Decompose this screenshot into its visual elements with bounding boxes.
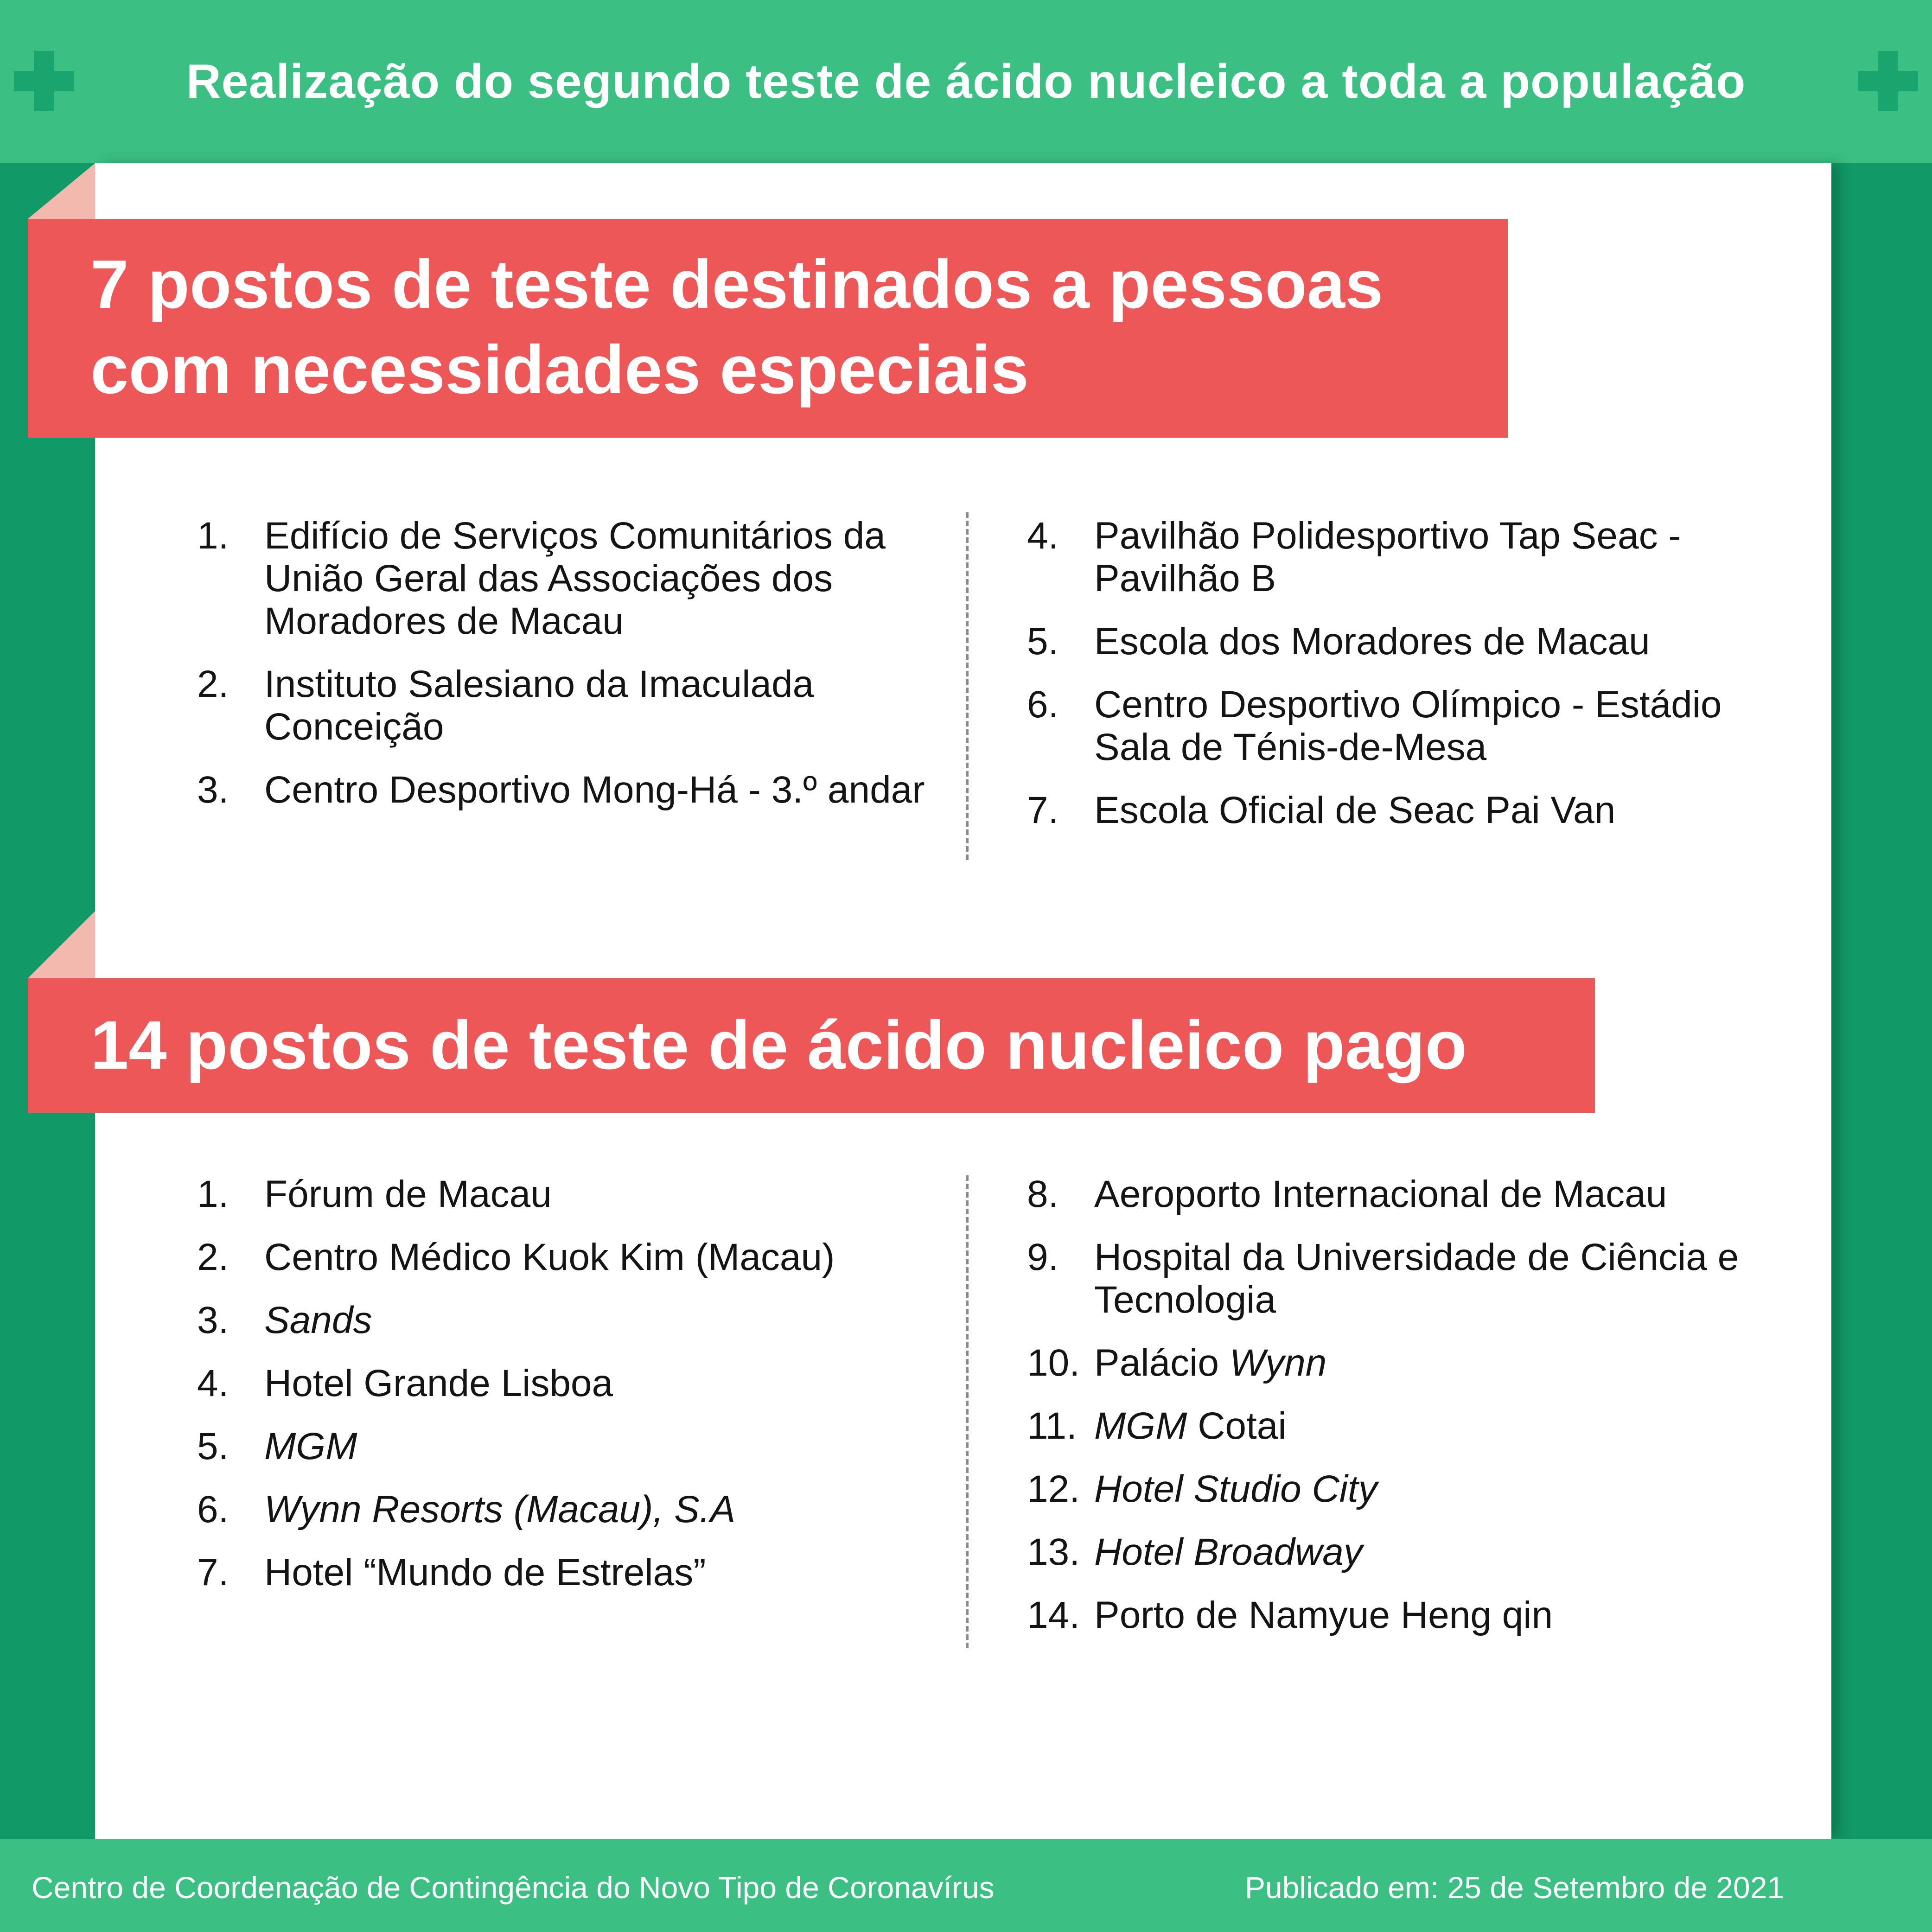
list-item — [197, 1551, 957, 1594]
item-text: Hospital da Universidade de Ciência e Tecnologia — [1094, 1236, 1739, 1321]
footer-organization: Centro de Coordenação de Contingência do Novo Tipo de Coronavírus — [32, 1870, 995, 1905]
item-text: Fórum de Macau — [264, 1173, 552, 1215]
item-number: 3. — [197, 1299, 229, 1341]
list-item — [1027, 515, 1787, 600]
column-divider — [966, 1175, 969, 1648]
list-item — [1027, 683, 1787, 769]
item-text: Hotel Broadway — [1094, 1531, 1363, 1573]
item-number: 6. — [1027, 683, 1059, 726]
list-item — [197, 1299, 957, 1342]
list-item — [1027, 1531, 1834, 1574]
item-text: Centro Desportivo Mong-Há - 3.º andar — [264, 769, 925, 811]
section-banner-special-needs — [28, 219, 1508, 438]
item-text-part: Palácio — [1094, 1342, 1230, 1384]
list-item — [1027, 1405, 1834, 1447]
list-item — [1027, 620, 1787, 663]
item-text — [1027, 1342, 1834, 1384]
item-text: Wynn Resorts (Macau), S.A — [264, 1488, 736, 1530]
item-text: Pavilhão Polidesportivo Tap Seac - Pavilhão B — [1094, 515, 1681, 599]
item-number: 6. — [197, 1488, 229, 1530]
list-item — [197, 1236, 957, 1279]
list-item — [1027, 1236, 1834, 1321]
list-item — [197, 1173, 957, 1216]
item-text-part: Cotai — [1187, 1405, 1287, 1447]
folded-corner — [28, 911, 95, 978]
item-number: 13. — [1027, 1531, 1080, 1573]
list-item — [1027, 1468, 1834, 1511]
item-text: Porto de Namyue Heng qin — [1094, 1594, 1553, 1636]
page-title: Realização do segundo teste de ácido nucleico a toda a população — [186, 55, 1746, 108]
item-text: Hotel Grande Lisboa — [264, 1362, 613, 1404]
item-number: 2. — [197, 1236, 229, 1278]
special-needs-list-left — [197, 515, 957, 832]
paid-test-list-right — [1027, 1173, 1834, 1657]
item-number: 11. — [1027, 1405, 1077, 1447]
list-item — [1027, 789, 1787, 832]
item-text-part: Wynn — [1229, 1342, 1327, 1384]
item-number: 10. — [1027, 1342, 1080, 1384]
section-title: 14 postos de teste de ácido nucleico pago — [90, 1007, 1467, 1084]
list-item — [197, 769, 957, 811]
list-item — [1027, 1594, 1834, 1637]
item-text: Escola Oficial de Seac Pai Van — [1094, 789, 1616, 831]
item-number: 2. — [197, 663, 229, 705]
item-number: 5. — [197, 1425, 229, 1467]
list-item — [1027, 1342, 1834, 1384]
item-number: 4. — [197, 1362, 229, 1404]
list-item — [197, 1425, 957, 1468]
item-text: Instituto Salesiano da Imaculada Conceição — [264, 663, 814, 748]
item-text: Escola dos Moradores de Macau — [1094, 620, 1650, 663]
item-number: 7. — [1027, 789, 1059, 831]
item-text: Sands — [264, 1299, 372, 1341]
column-divider — [966, 512, 969, 860]
item-text: Edifício de Serviços Comunitários da União Geral das Associações dos Moradores de Macau — [264, 515, 886, 642]
item-text: Centro Desportivo Olímpico - Estádio Sala de Ténis-de-Mesa — [1094, 683, 1722, 768]
special-needs-list-right — [1027, 515, 1787, 852]
item-text — [1027, 1405, 1834, 1447]
header-bar — [0, 0, 1932, 163]
item-number: 1. — [197, 515, 229, 557]
item-number: 4. — [1027, 515, 1059, 557]
item-text: Hotel Studio City — [1094, 1468, 1377, 1510]
item-text-part: MGM — [1094, 1405, 1187, 1447]
list-item — [197, 1362, 957, 1405]
item-number: 9. — [1027, 1236, 1059, 1278]
item-text: Hotel “Mundo de Estrelas” — [264, 1551, 706, 1594]
item-text: MGM — [264, 1425, 357, 1467]
folded-corner — [28, 163, 95, 219]
item-number: 7. — [197, 1551, 229, 1594]
item-number: 12. — [1027, 1468, 1080, 1510]
item-text: Centro Médico Kuok Kim (Macau) — [264, 1236, 835, 1278]
item-number: 1. — [197, 1173, 229, 1215]
item-number: 14. — [1027, 1594, 1080, 1636]
footer-bar — [0, 1839, 1932, 1932]
list-item — [197, 1488, 957, 1531]
section-title: 7 postos de teste destinados a pessoas com necessidades especiais — [90, 246, 1384, 408]
section-banner-paid-tests — [28, 978, 1595, 1113]
item-number: 8. — [1027, 1173, 1059, 1215]
footer-publish-date: Publicado em: 25 de Setembro de 2021 — [1245, 1870, 1785, 1905]
item-text: Aeroporto Internacional de Macau — [1094, 1173, 1667, 1215]
item-number: 5. — [1027, 620, 1059, 663]
item-number: 3. — [197, 769, 229, 811]
list-item — [1027, 1173, 1834, 1216]
paid-test-list-left — [197, 1173, 957, 1614]
list-item — [197, 663, 957, 748]
list-item — [197, 515, 957, 643]
